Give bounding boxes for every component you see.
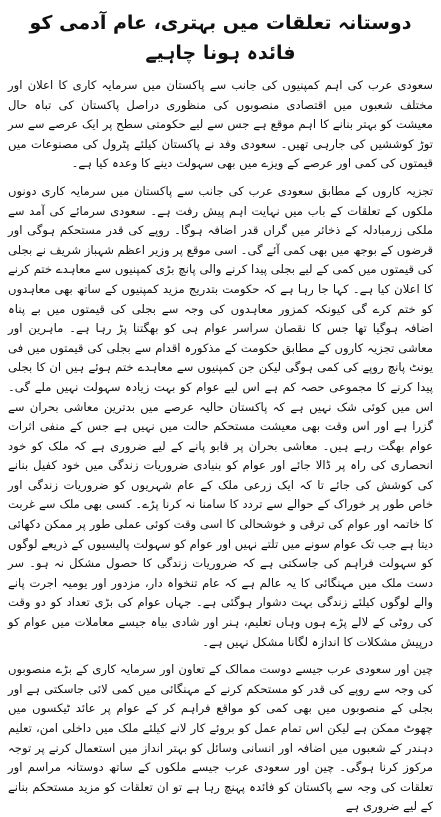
paragraph-1: سعودی عرب کی اہم کمپنیوں کی جانب سے پاکستان میں سرمایہ کاری کا اعلان اور مختلف شعبوں میں اقتصادی منصوبوں کی منظوری دراصل پاکستان کی تباہ حال معیشت کو بہتر بنانے کا اہم موقع ہے جس سے لیے حکومتی سطح پر ایک عرصے سے سر توڑ کوششیں کی جارہی تھیں۔ سعودی وفد نے پاکستان کیلئے پٹرول کی مصنوعات میں قیمتوں کی کمی اور عرصے کے ویزے میں بھی سہولت دینے کا وعدہ کیا ہے۔ <box>8 78 433 171</box>
paragraph-2: تجزیہ کاروں کے مطابق سعودی عرب کی جانب سے پاکستان میں سرمایہ کاری دونوں ملکوں کے تعلقات کے باب میں نہایت اہم پیش رفت ہے۔ سعودی سرمائے کی آمد سے ملکی زرمبادلہ کے ذخائر میں گراں قدر اضافہ ہوگا۔ روپے کی قدر مستحکم ہوگی اور قرضوں کے بوجھ میں بھی کمی آئے گی۔ اسی موقع پر وزیر اعظم شہباز شریف نے بجلی کی قیمتوں میں کمی کے لیے بجلی پیدا کرنے والی پانچ بڑی کمپنیوں سے معاہدے ختم کرنے کا اعلان کیا ہے۔ کہا جا رہا ہے کہ حکومت بتدریج مزید کمپنیوں کے ساتھ بھی معاہدوں کو ختم کرے گی کیونکہ کمزور معاہدوں کی وجہ سے بجلی کی قیمتوں میں بے پناہ اضافہ ہوگیا تھا جس کا نقصان سراسر عوام ہی کو بھگتنا پڑ رہا ہے۔ ماہرین اور معاشی تجزیہ کاروں کے مطابق حکومت کے مذکورہ اقدام سے بجلی کی قیمتوں میں فی یونٹ پانچ روپے کی کمی ہوگی لیکن جن کمپنیوں سے معاہدے ختم ہوئے ہیں ان کا بجلی پیدا کرنے کا مجموعی حصہ کم ہے اس لیے عوام کو بہت زیادہ سہولت نہیں ملے گی۔ اس میں کوئی شک نہیں ہے کہ پاکستان حالیہ عرصے میں بدترین معاشی بحران سے گزرا ہے اور اس وقت بھی معیشت مستحکم حالت میں نہیں ہے جس کے منفی اثرات عوام بھگت رہے ہیں۔ معاشی بحران پر قابو پانے کے لیے ضروری ہے کہ ملک کو خود انحصاری کی راہ پر ڈالا جائے اور عوام کو بنیادی ضروریات زندگی میں خود کفیل بنانے کی کوشش کی جائے تا کہ ایک زرعی ملک کے عام شہریوں کو ضروریات زندگی اور خاص طور پر خوراک کے حوالے سے تردد کا سامنا نہ کرنا پڑے۔ کسی بھی ملک سے غربت کا خاتمہ اور عوام کی ترقی و خوشحالی کا اسی وقت کوئی عملی طور پر ممکن دکھائی دیتا ہے جب تک عوام سونے میں تلتے نہیں اور عوام کو سہولت پالیسیوں کے ذریعے لوگوں کو سہولت فراہم کی جاسکتی ہے کہ ضروریات زندگی کا حصول مشکل نہ ہو۔ سر دست ملک میں مہنگائی کا یہ عالم ہے کہ عام تنخواہ دار، مزدور اور یومیہ اجرت پانے والے لوگوں کیلئے زندگی بہت دشوار ہوگئی ہے۔ جہاں عوام کی بڑی تعداد کو دو وقت کی روٹی کے لالے پڑے ہوں وہاں تعلیم، ہنر اور شادی بیاہ جیسے معاملات میں عوام کو درپیش مشکلات کا اندازہ لگانا مشکل نہیں ہے۔ <box>8 183 433 649</box>
editorial-headline: دوستانہ تعلقات میں بہتری، عام آدمی کو فائدہ ہونا چاہیے <box>29 12 412 64</box>
paragraph-3: چین اور سعودی عرب جیسے دوست ممالک کے تعاون اور سرمایہ کاری کے بڑے منصوبوں کی وجہ سے روپے کی قدر کو مستحکم کرنے کے مہنگائی میں کمی لائی جاسکتی ہے اور بجلی کے منصوبوں میں بھی کمی کو مواقع فراہم کر کے عوام پر عائد ٹیکسوں میں چھوٹ ممکن ہے لیکن اس تمام عمل کو بروئے کار لانے کیلئے ملک میں داخلی امن، تعلیم دہندر کے شعبوں میں اضافہ اور انسانی وسائل کو بہتر انداز میں استعمال کرنے پر توجہ مرکوز کرنا ہوگی۔ چین اور سعودی عرب جیسے ملکوں کے ساتھ دوستانہ مراسم اور تعلقات کی وجہ سے پاکستان کو فائدہ پہنچ رہا ہے تو ان تعلقات کو مزید مستحکم بنانے کے لیے ضروری ہے <box>8 662 433 814</box>
